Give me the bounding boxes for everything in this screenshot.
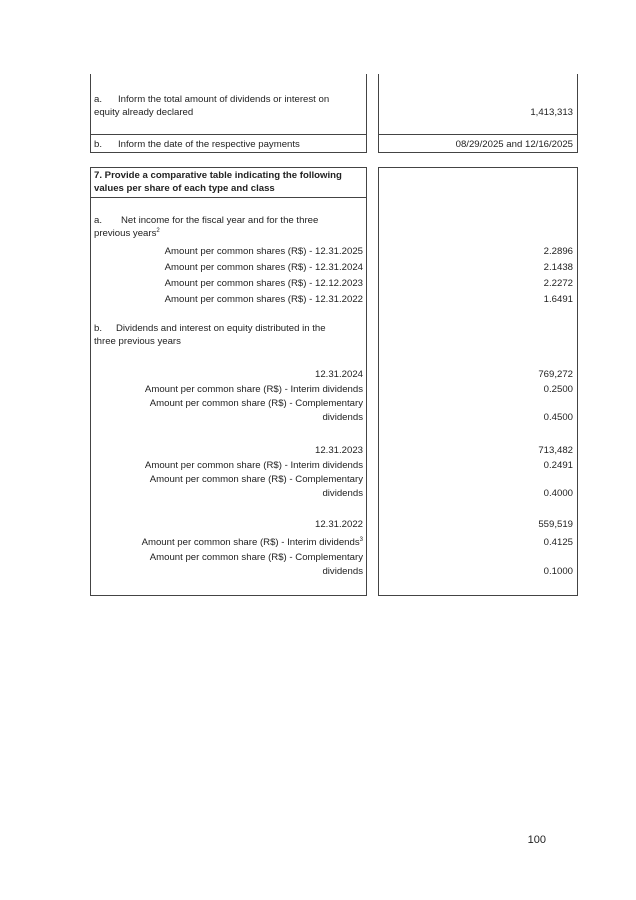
interim-value: 0.4125 <box>543 537 573 548</box>
comp-value: 0.4000 <box>543 488 573 499</box>
s6a-label-line2: equity already declared <box>94 107 194 118</box>
net-income-value: 2.2272 <box>543 278 573 289</box>
comp-label-line2: dividends <box>322 488 363 499</box>
dividend-date: 12.31.2024 <box>314 369 363 380</box>
interim-value: 0.2491 <box>543 460 573 471</box>
net-income-value: 1.6491 <box>543 294 573 305</box>
s7a-marker: a. <box>94 215 103 226</box>
comp-label-line1: Amount per common share (R$) - Complementary <box>149 552 363 563</box>
comp-label-line1: Amount per common share (R$) - Complementary <box>149 474 363 485</box>
comp-label-line2: dividends <box>322 566 363 577</box>
interim-label: Amount per common share (R$) - Interim dividends <box>144 460 363 471</box>
dividend-total: 713,482 <box>538 445 573 456</box>
s7-title-line2: values per share of each type and class <box>94 183 275 194</box>
footnote-2: 2 <box>156 227 160 234</box>
s7b-label-line1: Dividends and interest on equity distributed in the <box>116 323 326 334</box>
s7a-label-line2-text: previous years <box>94 228 157 239</box>
section7-title-divider <box>90 197 367 198</box>
section7-right-box <box>378 167 578 596</box>
s6b-value: 08/29/2025 and 12/16/2025 <box>455 139 573 150</box>
s7a-label-line1: Net income for the fiscal year and for the three <box>121 215 319 226</box>
interim-label: Amount per common share (R$) - Interim dividends <box>144 384 363 395</box>
comp-label-line1: Amount per common share (R$) - Complementary <box>149 398 363 409</box>
interim-label <box>95 537 363 549</box>
s6a-marker: a. <box>94 94 103 105</box>
s7-title-line1: 7. Provide a comparative table indicating the following <box>94 170 342 181</box>
comp-value: 0.4500 <box>543 412 573 423</box>
s6b-marker: b. <box>94 139 103 150</box>
s7a-label-line2 <box>94 228 160 240</box>
dividend-total: 769,272 <box>538 369 573 380</box>
s7b-marker: b. <box>94 323 103 334</box>
interim-value: 0.2500 <box>543 384 573 395</box>
dividend-date: 12.31.2023 <box>314 445 363 456</box>
interim-label-text: Amount per common share (R$) - Interim dividends <box>141 537 360 548</box>
dividend-total: 559,519 <box>538 519 573 530</box>
comp-label-line2: dividends <box>322 412 363 423</box>
page-number: 100 <box>527 834 546 846</box>
net-income-label: Amount per common shares (R$) - 12.31.2025 <box>164 246 363 257</box>
dividend-date: 12.31.2022 <box>314 519 363 530</box>
s6a-label-line1: Inform the total amount of dividends or interest on <box>118 94 330 105</box>
s7b-label-line2: three previous years <box>94 336 181 347</box>
net-income-label: Amount per common shares (R$) - 12.31.2024 <box>164 262 363 273</box>
comp-value: 0.1000 <box>543 566 573 577</box>
net-income-label: Amount per common shares (R$) - 12.12.2023 <box>164 278 363 289</box>
net-income-label: Amount per common shares (R$) - 12.31.2022 <box>164 294 363 305</box>
s6b-label: Inform the date of the respective payments <box>118 139 300 150</box>
section6-divider-left <box>90 134 367 135</box>
footnote-3: 3 <box>359 536 363 543</box>
net-income-value: 2.2896 <box>543 246 573 257</box>
section6-divider-right <box>378 134 578 135</box>
s6a-value: 1,413,313 <box>530 107 573 118</box>
net-income-value: 2.1438 <box>543 262 573 273</box>
